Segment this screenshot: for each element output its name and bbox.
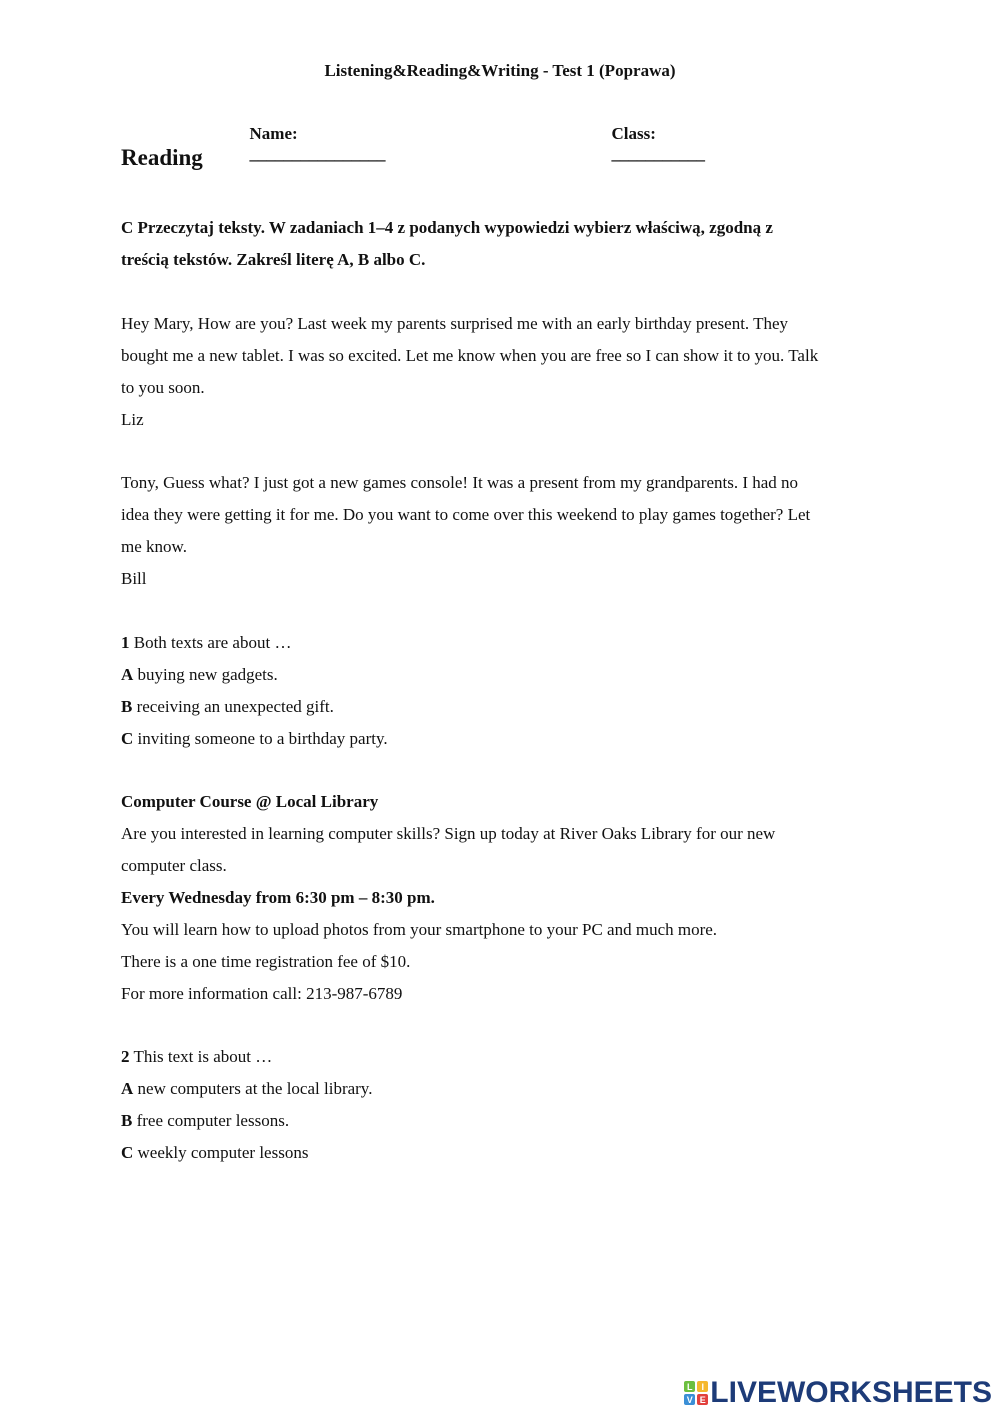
name-label: Name: — [249, 124, 298, 143]
name-blank[interactable]: ________________ — [249, 144, 386, 163]
reading-text-2 — [121, 467, 891, 595]
instruction-line: C Przeczytaj teksty. W zadaniach 1–4 z podanych wypowiedzi wybierz właściwą, zgodną z — [121, 218, 773, 237]
class-blank[interactable]: ___________ — [611, 144, 705, 163]
text-line: Are you interested in learning computer skills? Sign up today at River Oaks Library for our new — [121, 824, 776, 843]
question-text: Both texts are about … — [129, 633, 292, 652]
text-line: Hey Mary, How are you? Last week my parents surprised me with an early birthday present. They — [121, 314, 789, 333]
text-line: For more information call: 213-987-6789 — [121, 984, 403, 1003]
logo-cell-e: E — [697, 1394, 708, 1405]
logo-cell-v: V — [684, 1394, 695, 1405]
text-line: to you soon. — [121, 378, 205, 397]
text-line: You will learn how to upload photos from your smartphone to your PC and much more. — [121, 920, 718, 939]
question-stem — [121, 627, 891, 659]
option-letter[interactable]: B — [121, 697, 133, 716]
option-text: new computers at the local library. — [133, 1079, 373, 1098]
document-title: Listening&Reading&Writing - Test 1 (Poprawa) — [324, 61, 676, 80]
text-line: computer class. — [121, 856, 227, 875]
option-letter[interactable]: A — [121, 1079, 134, 1098]
option-text: receiving an unexpected gift. — [132, 697, 334, 716]
signature: Bill — [121, 569, 147, 588]
logo-cell-l: L — [684, 1381, 695, 1392]
question-stem — [121, 1041, 891, 1073]
question-text: This text is about … — [129, 1047, 273, 1066]
logo-cell-i: I — [697, 1381, 708, 1392]
question-1 — [121, 627, 891, 755]
task-instruction — [121, 212, 861, 276]
class-label: Class: — [611, 124, 656, 143]
option-text: free computer lessons. — [132, 1111, 290, 1130]
option-a[interactable] — [121, 659, 891, 691]
text-line: idea they were getting it for me. Do you want to come over this weekend to play games together? Let — [121, 505, 811, 524]
option-b[interactable] — [121, 1105, 891, 1137]
question-number: 2 — [121, 1047, 130, 1066]
option-letter[interactable]: C — [121, 1143, 134, 1162]
reading-text-3 — [121, 786, 891, 1010]
option-a[interactable] — [121, 1073, 891, 1105]
text-line: bought me a new tablet. I was so excited. Let me know when you are free so I can show it to you. Talk — [121, 346, 819, 365]
option-b[interactable] — [121, 691, 891, 723]
option-letter[interactable]: C — [121, 729, 134, 748]
option-c[interactable] — [121, 723, 891, 755]
question-number: 1 — [121, 633, 130, 652]
option-c[interactable] — [121, 1137, 891, 1169]
reading-text-1 — [121, 308, 891, 436]
option-text: buying new gadgets. — [133, 665, 278, 684]
option-text: inviting someone to a birthday party. — [133, 729, 388, 748]
text-line: me know. — [121, 537, 187, 556]
liveworksheets-logo[interactable] — [684, 1378, 992, 1408]
logo-icon — [684, 1381, 708, 1405]
logo-text: LIVEWORKSHEETS — [710, 1376, 992, 1409]
name-field[interactable] — [241, 104, 386, 164]
notice-title: Computer Course @ Local Library — [121, 792, 379, 811]
text-line: Tony, Guess what? I just got a new games console! It was a present from my grandparents. I had no — [121, 473, 799, 492]
option-letter[interactable]: A — [121, 665, 134, 684]
class-field[interactable] — [603, 104, 705, 164]
option-letter[interactable]: B — [121, 1111, 133, 1130]
signature: Liz — [121, 410, 144, 429]
notice-schedule: Every Wednesday from 6:30 pm – 8:30 pm. — [121, 888, 435, 907]
option-text: weekly computer lessons — [133, 1143, 309, 1162]
instruction-line: treścią tekstów. Zakreśl literę A, B albo C. — [121, 250, 426, 269]
question-2 — [121, 1041, 891, 1169]
text-line: There is a one time registration fee of $10. — [121, 952, 411, 971]
section-heading: Reading — [121, 145, 203, 170]
